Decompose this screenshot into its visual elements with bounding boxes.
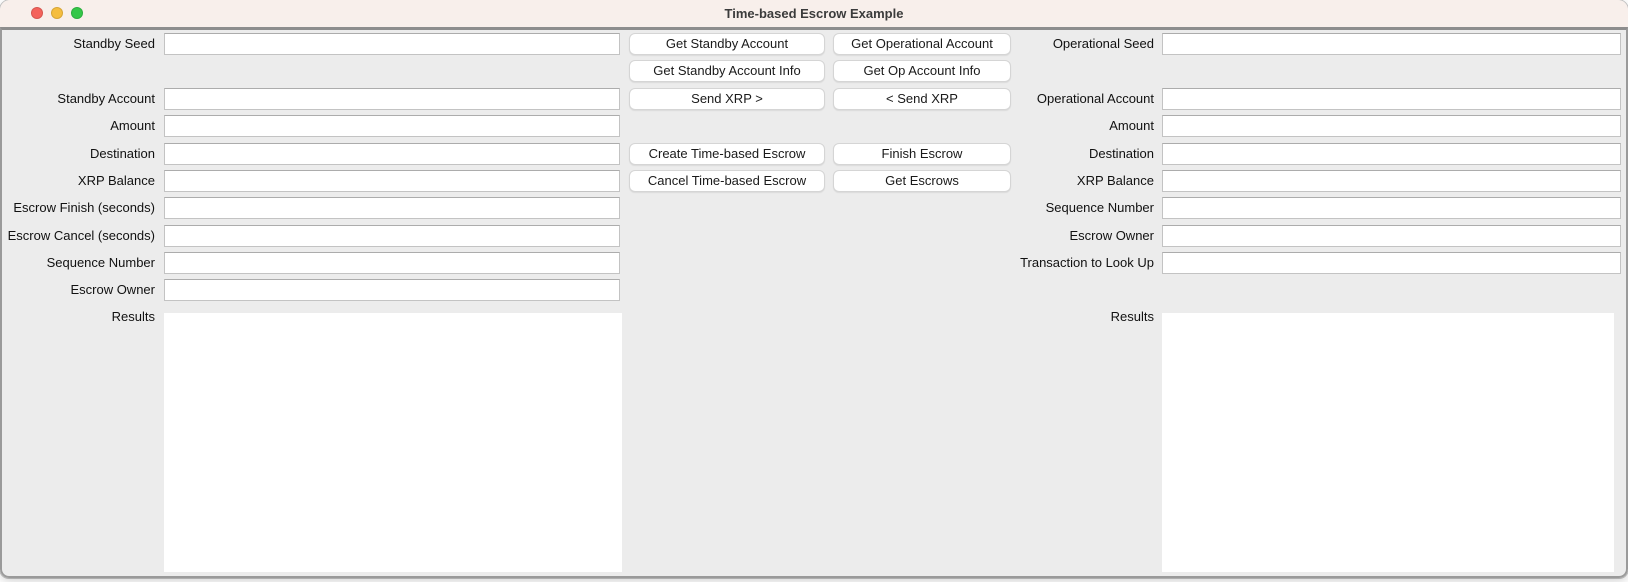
send-xrp-left-button[interactable]: < Send XRP [833,88,1011,110]
operational-xrp-balance-label: XRP Balance [1076,173,1154,188]
send-xrp-right-button[interactable]: Send XRP > [629,88,825,110]
transaction-to-look-up-input[interactable] [1162,252,1621,274]
standby-seed-label: Standby Seed [73,36,155,51]
standby-results-textarea[interactable] [164,313,622,572]
operational-destination-label: Destination [1088,146,1154,161]
get-escrows-button[interactable]: Get Escrows [833,170,1011,192]
standby-amount-input[interactable] [164,115,620,137]
standby-sequence-number-input[interactable] [164,252,620,274]
operational-account-input[interactable] [1162,88,1621,110]
standby-destination-label: Destination [89,146,155,161]
standby-results-label: Results [111,309,155,324]
standby-escrow-owner-label: Escrow Owner [70,282,155,297]
standby-account-input[interactable] [164,88,620,110]
transaction-to-look-up-label: Transaction to Look Up [1020,255,1154,270]
operational-amount-label: Amount [1109,118,1154,133]
escrow-cancel-seconds-label: Escrow Cancel (seconds) [7,228,155,243]
standby-amount-label: Amount [110,118,155,133]
create-time-based-escrow-button[interactable]: Create Time-based Escrow [629,143,825,165]
operational-results-label: Results [1110,309,1154,324]
standby-seed-input[interactable] [164,33,620,55]
operational-escrow-owner-label: Escrow Owner [1069,228,1154,243]
operational-amount-input[interactable] [1162,115,1621,137]
finish-escrow-button[interactable]: Finish Escrow [833,143,1011,165]
operational-xrp-balance-input[interactable] [1162,170,1621,192]
title-bar [0,0,1628,27]
escrow-finish-seconds-label: Escrow Finish (seconds) [13,200,155,215]
operational-sequence-number-input[interactable] [1162,197,1621,219]
standby-destination-input[interactable] [164,143,620,165]
operational-results-textarea[interactable] [1162,313,1614,572]
content-pane [0,27,1628,578]
standby-sequence-number-label: Sequence Number [46,255,155,270]
operational-seed-label: Operational Seed [1052,36,1154,51]
standby-account-label: Standby Account [57,91,155,106]
escrow-cancel-seconds-input[interactable] [164,225,620,247]
get-operational-account-button[interactable]: Get Operational Account [833,33,1011,55]
escrow-finish-seconds-input[interactable] [164,197,620,219]
get-standby-account-info-button[interactable]: Get Standby Account Info [629,60,825,82]
operational-escrow-owner-input[interactable] [1162,225,1621,247]
cancel-time-based-escrow-button[interactable]: Cancel Time-based Escrow [629,170,825,192]
get-op-account-info-button[interactable]: Get Op Account Info [833,60,1011,82]
operational-account-label: Operational Account [1036,91,1154,106]
operational-seed-input[interactable] [1162,33,1621,55]
get-standby-account-button[interactable]: Get Standby Account [629,33,825,55]
window-title: Time-based Escrow Example [724,6,904,21]
operational-sequence-number-label: Sequence Number [1045,200,1154,215]
standby-xrp-balance-label: XRP Balance [77,173,155,188]
standby-xrp-balance-input[interactable] [164,170,620,192]
operational-destination-input[interactable] [1162,143,1621,165]
standby-escrow-owner-input[interactable] [164,279,620,301]
